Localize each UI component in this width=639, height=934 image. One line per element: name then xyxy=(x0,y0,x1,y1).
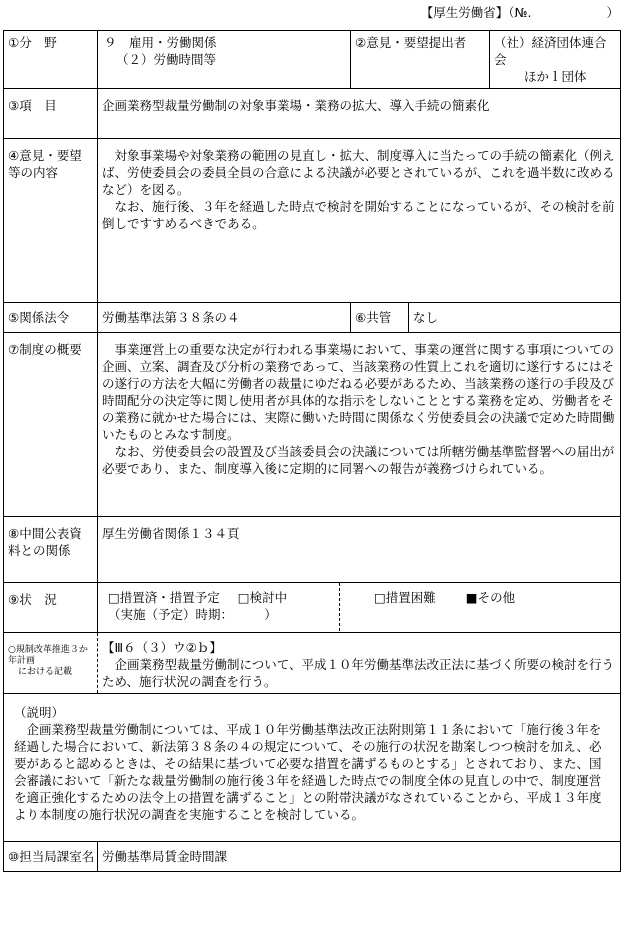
row-interim-relation xyxy=(4,517,621,583)
status-implementation-period: （実施（予定）時期： ） xyxy=(108,607,277,622)
field-label: ①分 野 xyxy=(4,31,98,89)
responsible-office-value: 労働基準局賃金時間課 xyxy=(98,842,621,872)
overview-paragraph-2: なお、労使委員会の設置及び当該委員会の決議については所轄労働基準監督署への届出が必要であり、また、制度導入後に定期的に同署への報告が義務づけられている。 xyxy=(102,444,615,476)
explanation-cell xyxy=(4,694,621,842)
row-item xyxy=(4,89,621,139)
interim-relation-value: 厚生労働省関係１３４頁 xyxy=(98,517,621,583)
row-responsible-office xyxy=(4,842,621,872)
related-law-label: ⑤関係法令 xyxy=(4,303,98,333)
interim-relation-label: ⑧中間公表資料との関係 xyxy=(4,517,98,583)
submitter-value xyxy=(490,31,621,88)
request-content-value xyxy=(98,139,621,303)
field-value xyxy=(98,31,351,89)
row-field xyxy=(4,31,621,89)
status-label: ⑨状 況 xyxy=(4,583,98,633)
three-year-plan-ref: 【Ⅲ６（３）ウ②ｂ】 xyxy=(102,640,222,655)
related-law-value: 労働基準法第３８条の４ xyxy=(98,303,351,333)
ministry-header: 【厚生労働省】（№. ） xyxy=(420,5,619,20)
submitter-label: ②意見・要望提出者 xyxy=(351,31,490,88)
responsible-office-label: ⑩担当局課室名 xyxy=(4,842,98,872)
row-request-content xyxy=(4,139,621,303)
submitter-line-1: （社）経済団体連合会 xyxy=(494,35,607,67)
three-year-plan-label-2: における記載 xyxy=(18,667,73,677)
item-value: 企画業務型裁量労働制の対象事業場・業務の拡大、導入手続の簡素化 xyxy=(98,89,621,139)
field-line-1: ９ 雇用・労働関係 xyxy=(104,35,217,50)
request-content-label: ④意見・要望等の内容 xyxy=(4,139,98,303)
row-related-law xyxy=(4,303,621,333)
status-option-reviewing: □検討中 xyxy=(237,590,288,605)
jointly-value: なし xyxy=(409,303,621,333)
row-status xyxy=(4,583,621,633)
field-line-2: （２）労働時間等 xyxy=(116,52,217,67)
explanation-text: 企画業務型裁量労働制については、平成１０年労働基準法改正法附則第１１条において「施行後３年を経過した場合において、新法第３８条の４の規定について、その施行の状況を勘案しつつ検討を加え、必要があると認めるときは、その結果に基づいて必要な措置を講ずるものとする」とされており、また、国会審議において「新たな裁量労働制の施行後３年を経過した時点での制度全体の見直しの中で、制度運営を適正強化するための法令上の措置を講ずること」との附帯決議がなされていることから、平成１３年度より本制度の施行状況の調査を実施することを検討している。 xyxy=(14,722,602,822)
three-year-plan-label-1: ○規制改革推進３か年計画 xyxy=(8,645,88,666)
submitter-cell xyxy=(351,31,621,89)
jointly-label: ⑥共管 xyxy=(351,303,409,333)
row-three-year-plan xyxy=(4,633,621,694)
system-overview-value xyxy=(98,333,621,517)
three-year-plan-label xyxy=(4,633,98,694)
three-year-plan-text: 企画業務型裁量労働制について、平成１０年労働基準法改正法に基づく所要の検討を行うため、施行状況の調査を行う。 xyxy=(102,657,615,689)
item-label: ③項 目 xyxy=(4,89,98,139)
overview-paragraph-1: 事業運営上の重要な決定が行われる事業場において、事業の運営に関する事項についての企画、立案、調査及び分析の業務であって、当該業務の性質上これを適切に遂行するにはその遂行の方法を大幅に労働者の裁量にゆだねる必要があるため、当該業務の遂行の手段及び時間配分の決定等に関し使用者が具体的な指示をしないこととする業務を定め、労働者をその業務に就かせた場合には、実際に働いた時間に関係なく労使委員会の決議で定めた時間働いたものとみなす制度。 xyxy=(102,342,615,442)
submitter-line-2: ほかｌ団体 xyxy=(524,69,587,84)
request-form-table xyxy=(3,30,621,872)
system-overview-label: ⑦制度の概要 xyxy=(4,333,98,517)
explanation-title: （説明） xyxy=(14,705,65,720)
status-option-difficult: □措置困難 xyxy=(374,590,436,605)
request-paragraph-2: なお、施行後、３年を経過した時点で検討を開始することになっているが、その検討を前倒しですすめるべきである。 xyxy=(102,199,615,231)
status-option-implemented: □措置済・措置予定 xyxy=(108,590,220,605)
request-paragraph-1: 対象事業場や対象業務の範囲の見直し・拡大、制度導入に当たっての手続の簡素化（例えば、労使委員会の委員全員の合意による決議が必要とされているが、これを過半数に改めるなど）を図る。 xyxy=(102,148,615,197)
row-explanation xyxy=(4,694,621,842)
row-system-overview xyxy=(4,333,621,517)
status-value xyxy=(98,583,621,633)
three-year-plan-value xyxy=(98,633,621,694)
status-option-other: ■その他 xyxy=(465,590,516,605)
